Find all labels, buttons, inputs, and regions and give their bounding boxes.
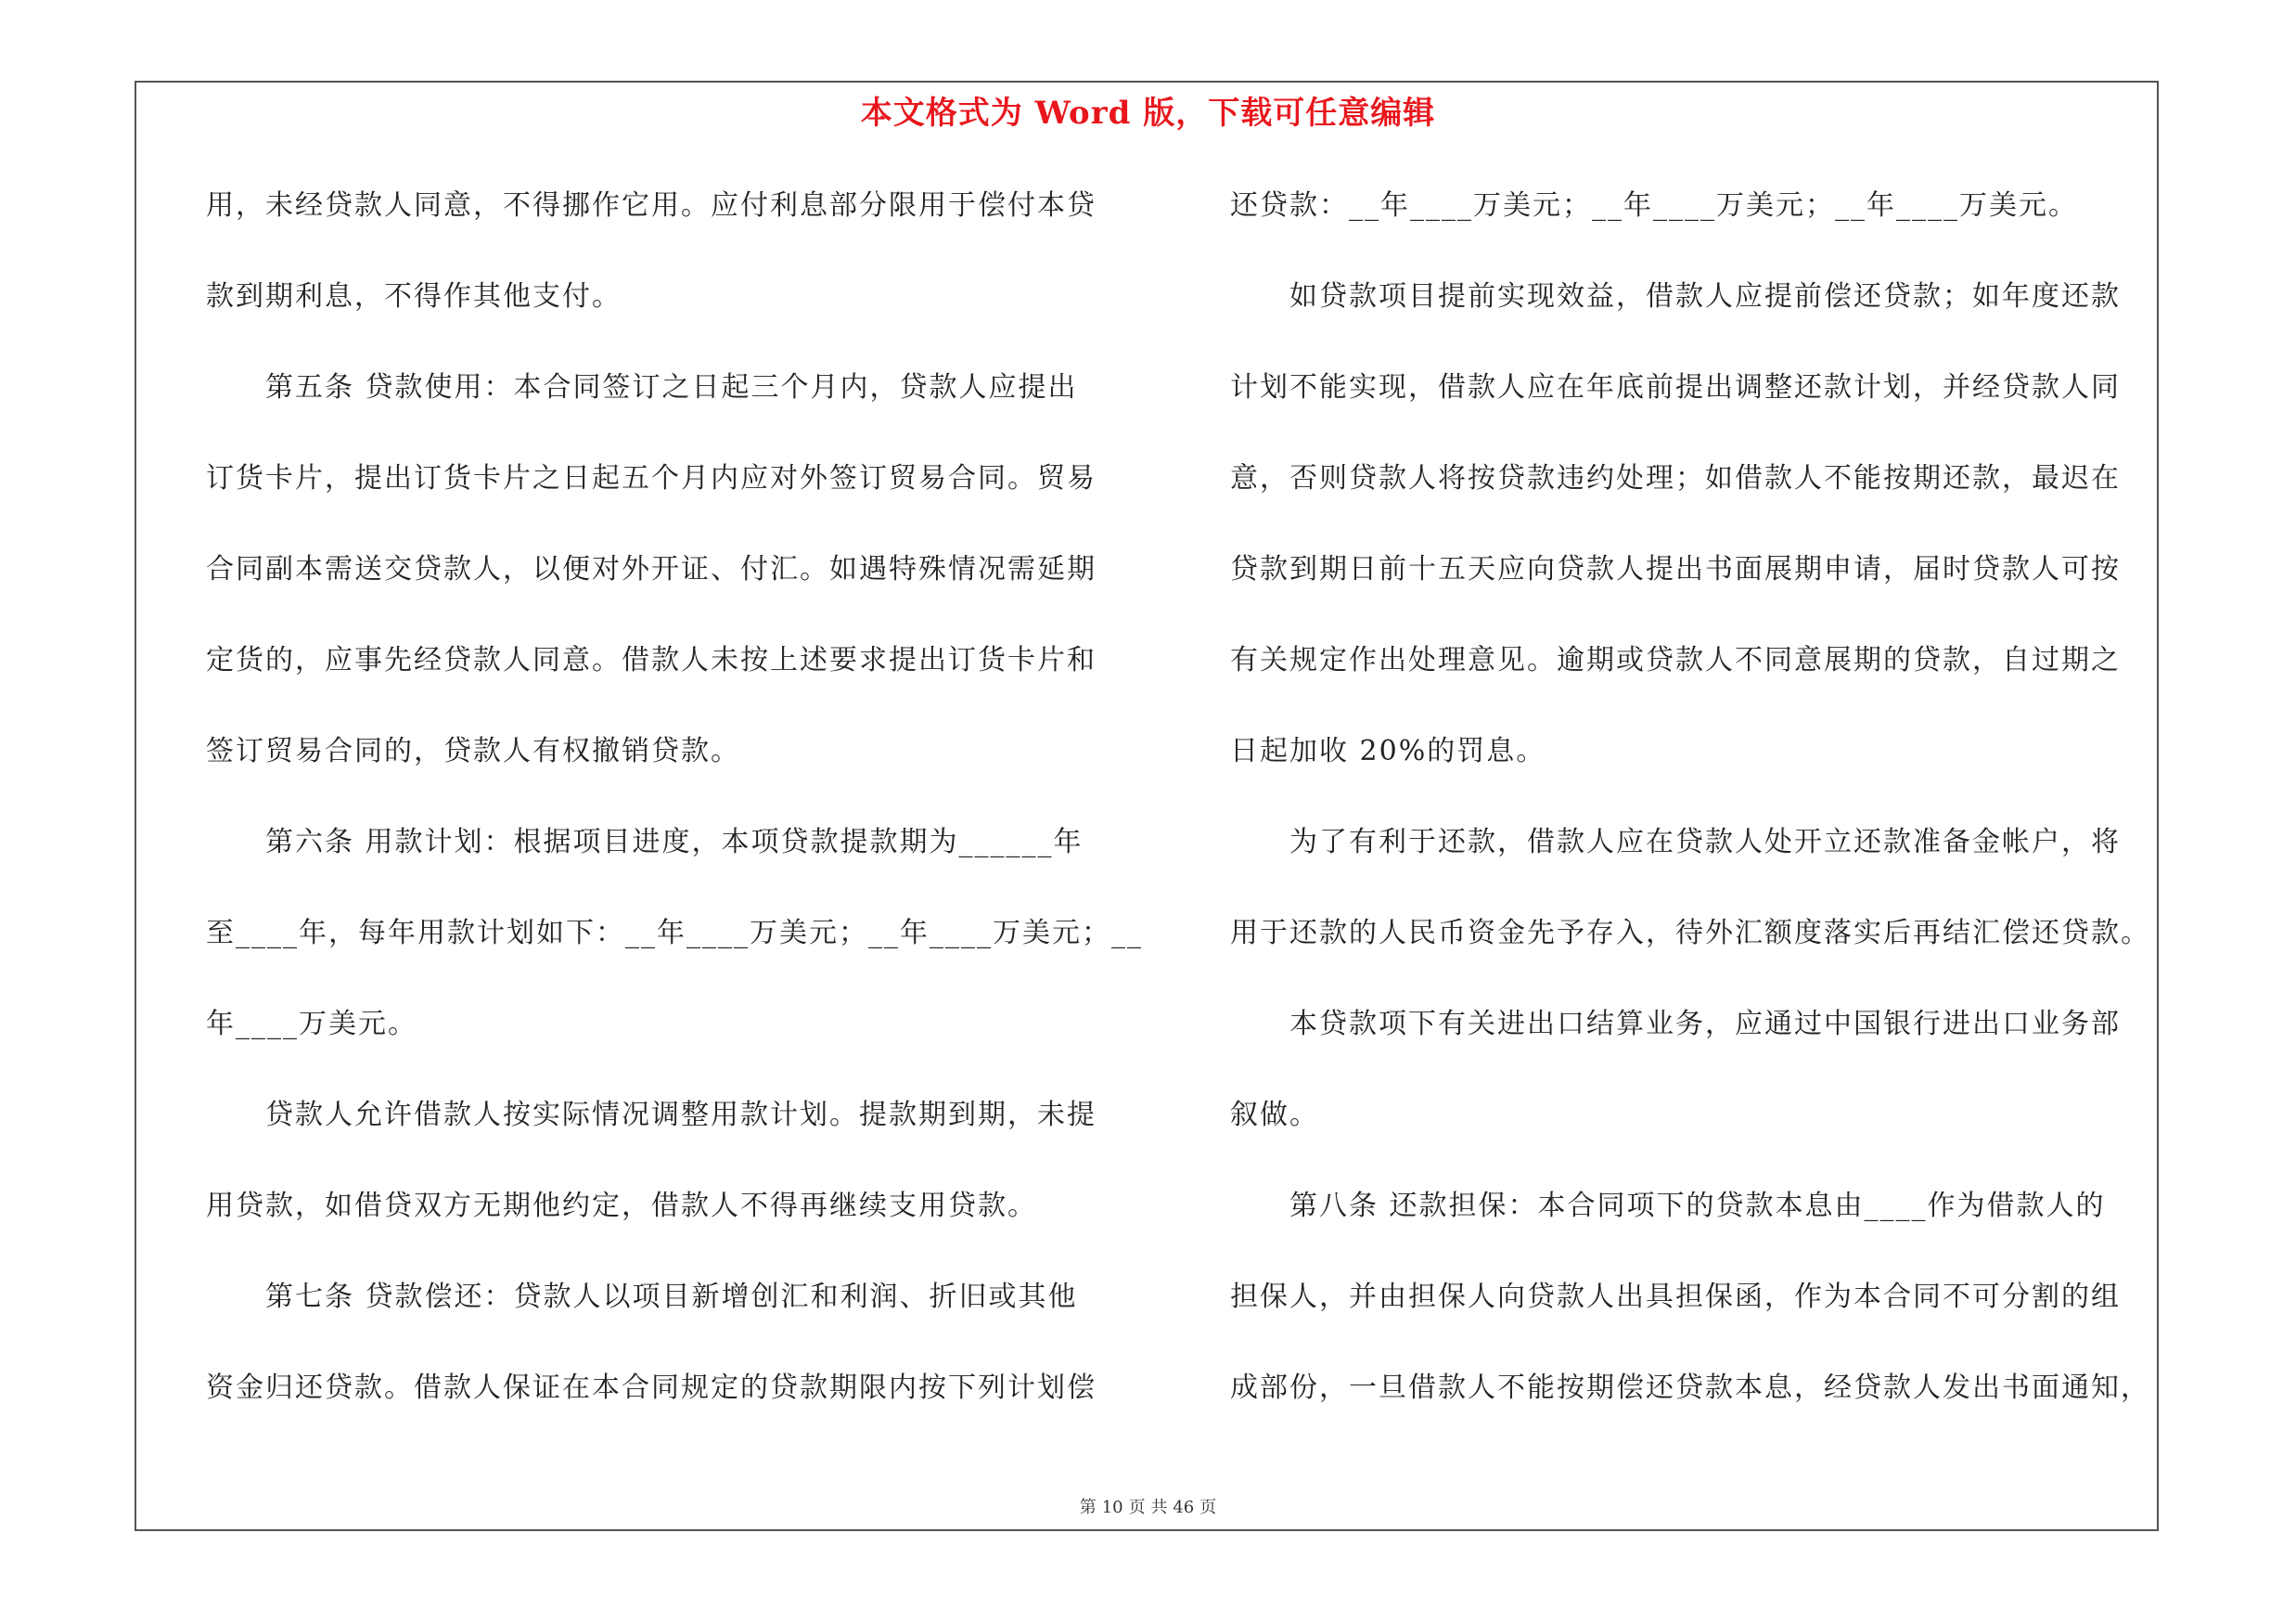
text-line: 第七条 贷款偿还：贷款人以项目新增创汇和利润、折旧或其他 <box>206 1281 1078 1313</box>
text-line: 签订贸易合同的，贷款人有权撤销贷款。 <box>206 735 740 767</box>
text-line: 资金归还贷款。借款人保证在本合同规定的贷款期限内按下列计划偿 <box>206 1372 1097 1404</box>
text-line: 第五条 贷款使用：本合同签订之日起三个月内，贷款人应提出 <box>206 371 1078 404</box>
text-line: 用于还款的人民币资金先予存入，待外汇额度落实后再结汇偿还贷款。 <box>1230 917 2150 949</box>
text-line: 叙做。 <box>1230 1099 1319 1131</box>
footer-suffix: 页 <box>1199 1498 1217 1517</box>
text-line: 本贷款项下有关进出口结算业务，应通过中国银行进出口业务部 <box>1230 1008 2121 1040</box>
text-line: 款到期利息，不得作其他支付。 <box>206 280 622 313</box>
text-line: 定货的，应事先经贷款人同意。借款人未按上述要求提出订货卡片和 <box>206 644 1097 676</box>
text-line: 还贷款：__年____万美元；__年____万美元；__年____万美元。 <box>1230 189 2078 222</box>
text-line: 至____年，每年用款计划如下：__年____万美元；__年____万美元；__ <box>206 917 1143 949</box>
left-column <box>206 182 1143 1455</box>
text-line: 如贷款项目提前实现效益，借款人应提前偿还贷款；如年度还款 <box>1230 280 2121 313</box>
footer-prefix: 第 <box>1079 1498 1097 1517</box>
text-line: 贷款到期日前十五天应向贷款人提出书面展期申请，届时贷款人可按 <box>1230 553 2121 586</box>
text-line: 计划不能实现，借款人应在年底前提出调整还款计划，并经贷款人同 <box>1230 371 2121 404</box>
text-line: 合同副本需送交贷款人，以便对外开证、付汇。如遇特殊情况需延期 <box>206 553 1097 586</box>
word-format-banner: 本文格式为 Word 版，下载可任意编辑 <box>860 95 1436 132</box>
text-line: 年____万美元。 <box>206 1008 417 1040</box>
text-line: 第六条 用款计划：根据项目进度，本项贷款提款期为______年 <box>206 826 1084 858</box>
text-line: 用，未经贷款人同意，不得挪作它用。应付利息部分限用于偿付本贷 <box>206 189 1097 222</box>
text-line: 担保人，并由担保人向贷款人出具担保函，作为本合同不可分割的组 <box>1230 1281 2121 1313</box>
right-column <box>1230 182 2158 1455</box>
text-line: 贷款人允许借款人按实际情况调整用款计划。提款期到期，未提 <box>206 1099 1097 1131</box>
text-line: 用贷款，如借贷双方无期他约定，借款人不得再继续支用贷款。 <box>206 1190 1037 1222</box>
text-line: 成部份，一旦借款人不能按期偿还贷款本息，经贷款人发出书面通知， <box>1230 1372 2150 1404</box>
page-total: 46 <box>1173 1498 1195 1517</box>
text-line: 日起加收 20%的罚息。 <box>1230 735 1546 767</box>
page-number: 10 <box>1101 1498 1123 1517</box>
footer-middle: 页 共 <box>1128 1498 1168 1517</box>
text-line: 意，否则贷款人将按贷款违约处理；如借款人不能按期还款，最迟在 <box>1230 462 2121 495</box>
text-line: 为了有利于还款，借款人应在贷款人处开立还款准备金帐户，将 <box>1230 826 2121 858</box>
text-line: 有关规定作出处理意见。逾期或贷款人不同意展期的贷款，自过期之 <box>1230 644 2121 676</box>
text-line: 第八条 还款担保：本合同项下的贷款本息由____作为借款人的 <box>1230 1190 2106 1222</box>
page-footer <box>0 1494 2296 1518</box>
text-line: 订货卡片，提出订货卡片之日起五个月内应对外签订贸易合同。贸易 <box>206 462 1097 495</box>
